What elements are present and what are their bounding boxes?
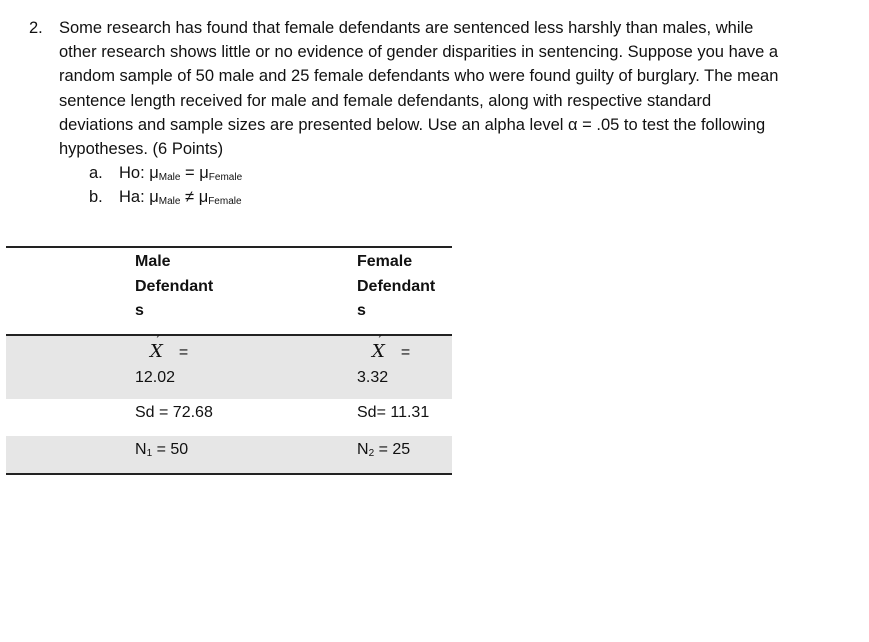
mean-female-value: 3.32 [357, 368, 389, 386]
question-number: 2. [29, 19, 43, 37]
hypothesis-prefix: Ha: μ [119, 188, 159, 207]
hypothesis-subscript: Female [208, 196, 242, 208]
mean-male [135, 340, 225, 390]
sd-male: Sd = 72.68 [135, 404, 213, 421]
n-value: = 25 [374, 441, 411, 458]
header-male: Male Defendant s [135, 253, 214, 319]
hypothesis-subscript: Male [158, 196, 181, 208]
mean-symbol: ˊ X [150, 341, 163, 362]
hypothesis-subscript: Male [158, 172, 181, 183]
statistics-table [6, 246, 452, 475]
table-row-sd [6, 399, 452, 436]
question-block [29, 16, 789, 161]
table-row-n [6, 436, 452, 473]
hypothesis-prefix: Ho: μ [119, 164, 159, 182]
mean-male-value: 12.02 [135, 368, 176, 386]
hypothesis-text [119, 185, 242, 214]
hypothesis-subscript: Female [208, 172, 243, 183]
table-header-row [6, 248, 452, 336]
hypothesis-letter: a. [89, 164, 103, 182]
mean-female [357, 340, 447, 390]
n-subscript: 2 [368, 448, 375, 459]
n-value: = 50 [152, 441, 189, 458]
hypothesis-operator: ≠ μ [180, 188, 209, 207]
mean-equals: = [178, 344, 189, 361]
header-female: Female Defendant s [357, 253, 436, 319]
n-base: N [357, 441, 369, 458]
question-text: Some research has found that female defendants are sentenced less harshly than males, while other research shows little or no evidence of gender disparities in sentencing. Suppose you have a random sample of 50 male and 25 female defendants who were found guilty of burglary. The mean sentence length received for male and female defendants, along with respective standard deviations and sample sizes are presented below. Use an alpha level α = .05 to test the following hypotheses. (6 Points) [59, 19, 779, 159]
hypothesis-letter: b. [89, 188, 103, 207]
mean-symbol: ˊ X [372, 341, 385, 362]
n-female [357, 438, 447, 467]
n-subscript: 1 [146, 448, 153, 459]
table-row-mean [6, 336, 452, 399]
sd-female: Sd= 11.31 [357, 404, 430, 421]
mean-equals: = [400, 344, 411, 361]
n-male [135, 438, 225, 467]
n-base: N [135, 441, 147, 458]
hypothesis-operator: = μ [180, 164, 209, 182]
